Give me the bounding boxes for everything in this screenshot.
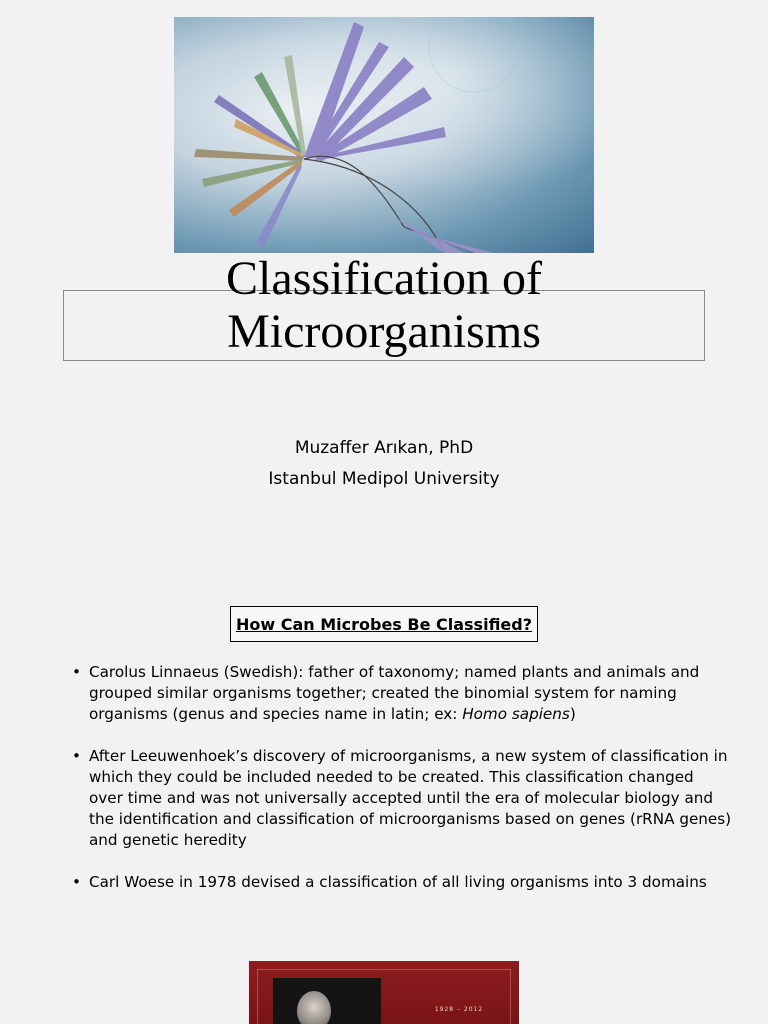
affiliation: Istanbul Medipol University <box>268 469 500 489</box>
slide-title <box>0 252 768 358</box>
author-name: Muzaffer Arıkan, PhD <box>294 438 474 458</box>
list-item <box>72 746 732 851</box>
portrait-photo <box>249 961 519 1024</box>
bullet-text: Carolus Linnaeus (Swedish): father of taxonomy; named plants and animals and grouped similar organisms together; created the binomial system for naming organisms (genus and species name in latin; ex: <box>89 663 700 723</box>
phylogenetic-tree-image <box>174 17 594 253</box>
bullet-text-end: ) <box>569 705 576 723</box>
section-heading-box <box>230 606 538 642</box>
title-line-1: Classification of <box>226 252 542 305</box>
bullet-icon: • <box>72 873 81 891</box>
portrait-face <box>297 991 331 1024</box>
bullet-icon: • <box>72 747 81 765</box>
bullet-text: After Leeuwenhoek’s discovery of microorganisms, a new system of classification in which they could be included needed to be created. This classification changed over time and was not universally accepted until the era of molecular biology and the identification and classification of microorganisms based on genes (rRNA genes) and genetic heredity <box>89 747 732 849</box>
title-line-2: Microorganisms <box>227 305 541 358</box>
bullet-list <box>72 662 732 914</box>
list-item <box>72 872 732 893</box>
section-heading: How Can Microbes Be Classified? <box>235 614 533 634</box>
bullet-icon: • <box>72 663 81 681</box>
photo-dates: 1928 – 2012 <box>434 1006 484 1013</box>
bullet-text: Carl Woese in 1978 devised a classification of all living organisms into 3 domains <box>89 873 707 891</box>
bullet-italic: Homo sapiens <box>462 705 570 723</box>
list-item <box>72 662 732 725</box>
